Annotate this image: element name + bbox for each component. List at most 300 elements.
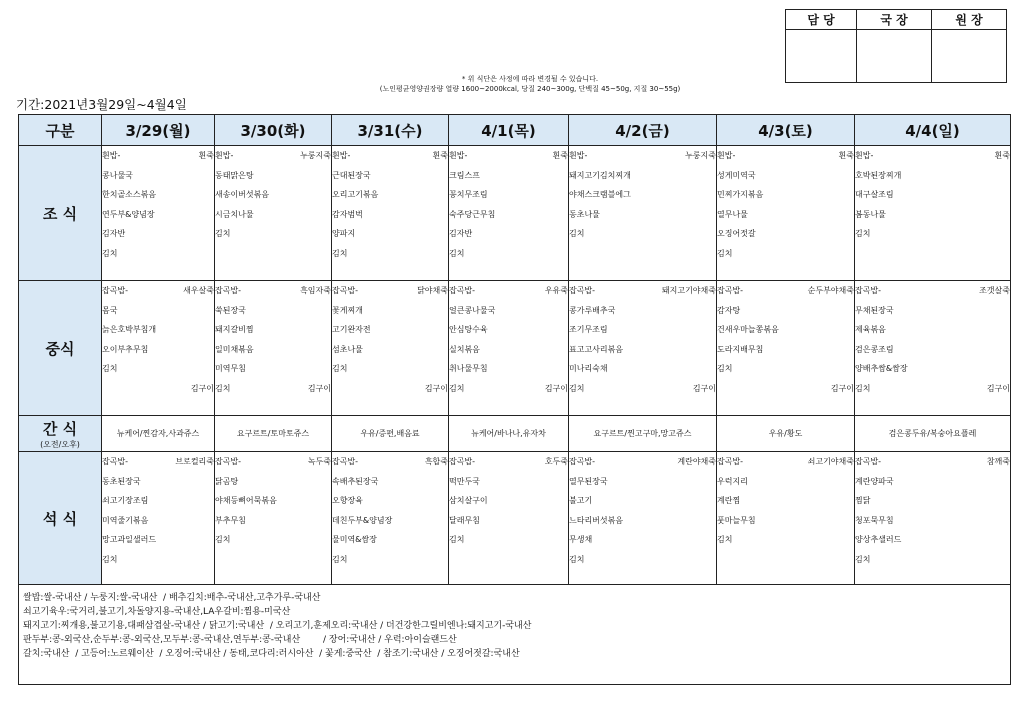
menu-item xyxy=(855,320,1010,340)
menu-item xyxy=(569,320,716,340)
dish-name: 느타리버섯볶음 xyxy=(569,515,624,525)
breakfast-cell xyxy=(717,146,855,281)
menu-item xyxy=(102,550,214,570)
menu-item xyxy=(332,530,448,550)
lunch-cell xyxy=(102,281,215,416)
dish-name: 흰밥- xyxy=(332,151,351,160)
dish-name: 부추무침 xyxy=(215,515,246,525)
day-header: 3/30(화) xyxy=(215,115,332,146)
dish-name: 김치 xyxy=(102,248,118,258)
snack-cell: 뉴케어/바나나,유자차 xyxy=(449,416,569,452)
dish-name: 김치 xyxy=(332,248,348,258)
menu-item xyxy=(449,224,568,244)
menu-item xyxy=(855,550,1010,570)
menu-item xyxy=(215,340,331,360)
menu-item xyxy=(717,359,854,379)
dish-name: 취나물무침 xyxy=(449,364,488,373)
dish-name: 건새우마늘쫑볶음 xyxy=(717,325,779,334)
dish-extra: 참깨죽 xyxy=(986,457,1010,466)
dish-name: 열무나물 xyxy=(717,209,748,219)
dish-name: 돼지고기김치찌개 xyxy=(569,170,631,180)
dinner-cell xyxy=(569,452,717,585)
dish-name: 열무된장국 xyxy=(569,476,608,486)
dish-name: 김치 xyxy=(855,554,871,564)
menu-item xyxy=(332,224,448,244)
dish-name: 호박된장찌개 xyxy=(855,170,902,180)
day-header: 4/1(목) xyxy=(449,115,569,146)
menu-item xyxy=(102,244,214,264)
dish-name: 계란찜 xyxy=(717,496,741,505)
menu-item xyxy=(215,146,331,166)
dish-name: 망고과일샐러드 xyxy=(102,535,157,544)
menu-item xyxy=(855,452,1010,472)
breakfast-cell xyxy=(215,146,332,281)
dish-name: 잡곡밥- xyxy=(855,286,882,295)
menu-item xyxy=(569,511,716,531)
dish-extra: 흰죽 xyxy=(552,151,568,160)
dish-name: 김치 xyxy=(717,248,733,258)
dish-name: 김치 xyxy=(449,535,465,544)
snack-cell: 요구르트/토마토쥬스 xyxy=(215,416,332,452)
origin-line: 쇠고기육우:국거리,불고기,차돌양지용-국내산,LA우갈비:찜용-미국산 xyxy=(23,607,291,617)
breakfast-cell xyxy=(332,146,449,281)
menu-item xyxy=(215,491,331,511)
menu-item xyxy=(102,301,214,321)
dish-extra: 흰죽 xyxy=(838,151,854,160)
dish-name: 야채등뼈어묵볶음 xyxy=(215,496,277,505)
origin-line: 판두부:콩-외국산,순두부:콩-외국산,모두부:콩-국내산,연두부:콩-국내산 / 장어:국내산 / 우럭:아이슬랜드산 xyxy=(23,635,457,645)
menu-item xyxy=(855,491,1010,511)
dish-name: 실치볶음 xyxy=(449,344,480,354)
menu-item xyxy=(332,185,448,205)
origin-line: 갈치:국내산 / 고등어:노르웨이산 / 오징어:국내산 / 동태,코다리:러시아산 / 꽃게:중국산 / 참조기:국내산 / 오징어젓갈:국내산 xyxy=(23,649,520,659)
dish-extra: 김구이 xyxy=(830,383,854,393)
dish-extra: 흰죽 xyxy=(198,151,214,160)
dish-name: 잡곡밥- xyxy=(569,457,596,466)
dish-extra: 브로컬리죽 xyxy=(175,457,214,466)
menu-item xyxy=(855,281,1010,301)
menu-item xyxy=(332,205,448,225)
dish-extra: 흑합죽 xyxy=(424,457,448,466)
dish-name: 잡곡밥- xyxy=(215,286,242,295)
dish-name: 김치 xyxy=(569,383,585,393)
origin-line: 쌀밥:쌀-국내산 / 누룽지:쌀-국내산 / 배추김치:배추-국내산,고추가루-국내산 xyxy=(23,593,321,603)
lunch-cell xyxy=(855,281,1011,416)
menu-item xyxy=(449,320,568,340)
dish-name: 꽃게찌개 xyxy=(332,305,363,315)
menu-item xyxy=(332,511,448,531)
day-header: 3/29(월) xyxy=(102,115,215,146)
menu-item xyxy=(102,530,214,550)
dish-name: 닭곰탕 xyxy=(215,476,239,486)
dish-name: 잡곡밥- xyxy=(717,286,744,295)
menu-item xyxy=(717,320,854,340)
notice xyxy=(290,74,770,94)
dish-name: 잡곡밥- xyxy=(449,457,476,466)
dish-name: 잡곡밥- xyxy=(855,457,882,466)
dish-name: 대구살조림 xyxy=(855,190,894,199)
dinner-cell xyxy=(449,452,569,585)
menu-item xyxy=(332,301,448,321)
snack-cell: 뉴케어/찐감자,사과쥬스 xyxy=(102,416,215,452)
dish-name: 미역줄기볶음 xyxy=(102,515,149,525)
dish-name: 김치 xyxy=(449,248,465,258)
dish-name: 미역무침 xyxy=(215,364,246,373)
dish-name: 양상추샐러드 xyxy=(855,535,902,544)
menu-item xyxy=(449,379,568,399)
dish-extra: 누룽지죽 xyxy=(300,151,331,160)
dish-extra: 돼지고기야채죽 xyxy=(661,286,716,295)
dish-name: 잡곡밥- xyxy=(215,457,242,466)
menu-item xyxy=(717,166,854,186)
menu-item xyxy=(102,452,214,472)
menu-item xyxy=(215,452,331,472)
menu-item xyxy=(855,472,1010,492)
dish-name: 민찌가지볶음 xyxy=(717,190,764,199)
menu-item xyxy=(102,166,214,186)
breakfast-cell xyxy=(449,146,569,281)
menu-item xyxy=(215,281,331,301)
dish-name: 불고기 xyxy=(569,496,593,505)
dish-extra: 새우살죽 xyxy=(183,286,214,295)
dish-name: 크림스프 xyxy=(449,170,480,180)
snack-label: 간 식 xyxy=(42,419,78,438)
approval-sign-cell xyxy=(932,30,1007,83)
dish-extra: 김구이 xyxy=(986,383,1010,393)
dish-name: 표고고사리볶음 xyxy=(569,344,624,354)
menu-item xyxy=(717,472,854,492)
dish-name: 성게미역국 xyxy=(717,170,756,180)
dish-name: 오향장육 xyxy=(332,496,363,505)
dish-name: 김치 xyxy=(332,554,348,564)
dish-name: 안심탕수육 xyxy=(449,325,488,334)
approval-box xyxy=(785,9,1007,83)
dish-name: 김치 xyxy=(569,554,585,564)
lunch-cell xyxy=(717,281,855,416)
dish-name: 일미채볶음 xyxy=(215,344,254,354)
dish-name: 양파지 xyxy=(332,229,356,238)
row-label-breakfast: 조 식 xyxy=(19,146,102,281)
dish-name: 흰밥- xyxy=(717,151,736,160)
menu-item xyxy=(569,379,716,399)
menu-item xyxy=(449,511,568,531)
dish-name: 잡곡밥- xyxy=(102,286,129,295)
dish-name: 몸국 xyxy=(102,305,118,315)
menu-item xyxy=(102,146,214,166)
dish-extra: 김구이 xyxy=(307,383,331,393)
dish-name: 오징어젓갈 xyxy=(717,229,756,238)
dish-name: 데친두부&양념장 xyxy=(332,515,393,525)
dish-name: 풋마늘무침 xyxy=(717,515,756,525)
dish-name: 미나리숙채 xyxy=(569,364,608,373)
dish-name: 떡만두국 xyxy=(449,476,480,486)
menu-item xyxy=(717,491,854,511)
dish-extra: 계란야채죽 xyxy=(677,457,716,466)
dish-name: 감자범벅 xyxy=(332,209,363,219)
menu-item xyxy=(215,301,331,321)
dish-extra: 닭야채죽 xyxy=(417,286,448,295)
menu-item xyxy=(569,359,716,379)
dish-name: 김치 xyxy=(332,364,348,373)
dish-name: 양배추쌈&쌈장 xyxy=(855,364,908,373)
dish-extra: 김구이 xyxy=(544,383,568,393)
dish-name: 얼큰콩나물국 xyxy=(449,305,496,315)
menu-item xyxy=(569,166,716,186)
dish-name: 섬초나물 xyxy=(332,344,363,354)
dish-name: 고기완자전 xyxy=(332,325,371,334)
row-label-snack xyxy=(19,416,102,452)
menu-item xyxy=(569,301,716,321)
menu-item xyxy=(569,146,716,166)
dish-name: 무채된장국 xyxy=(855,305,894,315)
menu-item xyxy=(569,281,716,301)
dish-name: 조기무조림 xyxy=(569,325,608,334)
menu-item xyxy=(717,205,854,225)
dish-name: 쇠고기장조림 xyxy=(102,496,149,505)
dish-name: 동태맑은탕 xyxy=(215,170,254,180)
menu-item xyxy=(449,244,568,264)
dish-name: 한치골소스볶음 xyxy=(102,190,157,199)
menu-item xyxy=(855,340,1010,360)
menu-item xyxy=(102,205,214,225)
menu-item xyxy=(332,340,448,360)
dish-name: 콩나물국 xyxy=(102,170,133,180)
menu-item xyxy=(449,491,568,511)
menu-item xyxy=(855,205,1010,225)
menu-item xyxy=(215,224,331,244)
day-header: 4/4(일) xyxy=(855,115,1011,146)
menu-item xyxy=(569,550,716,570)
lunch-cell xyxy=(215,281,332,416)
dish-name: 물미역&쌈장 xyxy=(332,535,377,544)
dish-name: 청포묵무침 xyxy=(855,515,894,525)
menu-item xyxy=(717,379,854,399)
menu-item xyxy=(215,185,331,205)
approval-sign-cell xyxy=(857,30,932,83)
menu-item xyxy=(717,452,854,472)
snack-cell: 우유/황도 xyxy=(717,416,855,452)
menu-item xyxy=(855,146,1010,166)
menu-item xyxy=(332,146,448,166)
weekly-menu-table xyxy=(18,114,1011,685)
dish-name: 김치 xyxy=(215,535,231,544)
menu-item xyxy=(102,340,214,360)
menu-item xyxy=(855,530,1010,550)
menu-item xyxy=(332,281,448,301)
approval-header: 국 장 xyxy=(857,10,932,30)
dish-name: 쑥된장국 xyxy=(215,305,246,315)
dish-name: 김치 xyxy=(717,364,733,373)
dish-name: 계란양파국 xyxy=(855,476,894,486)
dish-name: 속배추된장국 xyxy=(332,476,379,486)
menu-item xyxy=(215,379,331,399)
dish-name: 달래무침 xyxy=(449,515,480,525)
dish-name: 꽁치무조림 xyxy=(449,190,488,199)
dish-extra: 호두죽 xyxy=(544,457,568,466)
menu-item xyxy=(717,244,854,264)
approval-header: 원 장 xyxy=(932,10,1007,30)
day-header: 4/2(금) xyxy=(569,115,717,146)
dish-extra: 흰죽 xyxy=(994,151,1010,160)
menu-item xyxy=(569,491,716,511)
menu-item xyxy=(569,185,716,205)
menu-item xyxy=(569,530,716,550)
menu-item xyxy=(332,359,448,379)
dinner-cell xyxy=(215,452,332,585)
menu-item xyxy=(717,530,854,550)
header-corner: 구분 xyxy=(19,115,102,146)
dish-name: 연두부&양념장 xyxy=(102,209,155,219)
dish-name: 동초된장국 xyxy=(102,476,141,486)
dish-name: 흰밥- xyxy=(102,151,121,160)
dinner-cell xyxy=(102,452,215,585)
menu-period: 기간:2021년3월29일~4월4일 xyxy=(16,97,187,112)
dish-name: 김치 xyxy=(102,554,118,564)
dish-name: 김치 xyxy=(569,229,585,238)
menu-item xyxy=(449,452,568,472)
menu-item xyxy=(215,511,331,531)
menu-item xyxy=(215,530,331,550)
origin-line: 돼지고기:찌개용,불고기용,대패삼겹살-국내산 / 닭고기:국내산 / 오리고기,훈제오리:국내산 / 더건강한그릴비엔나:돼지고기-국내산 xyxy=(23,621,532,631)
menu-item xyxy=(717,224,854,244)
dish-name: 근대된장국 xyxy=(332,170,371,180)
menu-item xyxy=(449,281,568,301)
dish-name: 숙주당근무침 xyxy=(449,209,496,219)
dish-name: 김치 xyxy=(102,364,118,373)
menu-item xyxy=(449,205,568,225)
dish-name: 잡곡밥- xyxy=(569,286,596,295)
menu-item xyxy=(569,340,716,360)
menu-item xyxy=(449,185,568,205)
dish-name: 흰밥- xyxy=(449,151,468,160)
menu-item xyxy=(332,550,448,570)
menu-item xyxy=(102,511,214,531)
menu-item xyxy=(855,185,1010,205)
menu-item xyxy=(332,320,448,340)
dish-name: 시금치나물 xyxy=(215,209,254,219)
dish-extra: 김구이 xyxy=(424,383,448,393)
menu-item xyxy=(332,379,448,399)
snack-cell: 검은콩두유/복숭아요플레 xyxy=(855,416,1011,452)
dinner-cell xyxy=(717,452,855,585)
approval-sign-cell xyxy=(786,30,857,83)
snack-cell: 우유/증편,배음료 xyxy=(332,416,449,452)
menu-item xyxy=(102,224,214,244)
dish-name: 콩가루배추국 xyxy=(569,305,616,315)
breakfast-cell xyxy=(569,146,717,281)
dish-name: 동초나물 xyxy=(569,209,600,219)
dish-name: 흰밥- xyxy=(215,151,234,160)
dish-extra: 흑임자죽 xyxy=(300,286,331,295)
row-label-dinner: 석 식 xyxy=(19,452,102,585)
menu-item xyxy=(102,491,214,511)
dish-name: 새송이버섯볶음 xyxy=(215,190,270,199)
menu-item xyxy=(717,146,854,166)
breakfast-cell xyxy=(855,146,1011,281)
menu-item xyxy=(717,511,854,531)
menu-item xyxy=(215,359,331,379)
dish-name: 늙은호박부침개 xyxy=(102,325,157,334)
lunch-cell xyxy=(332,281,449,416)
menu-item xyxy=(717,340,854,360)
menu-item xyxy=(102,281,214,301)
menu-item xyxy=(449,359,568,379)
dish-name: 무생채 xyxy=(569,535,593,544)
menu-item xyxy=(855,359,1010,379)
menu-item xyxy=(855,511,1010,531)
dish-extra: 누룽지죽 xyxy=(685,151,716,160)
lunch-cell xyxy=(569,281,717,416)
dish-name: 제육볶음 xyxy=(855,325,886,334)
dish-name: 흰밥- xyxy=(569,151,588,160)
dish-name: 감자탕 xyxy=(717,305,741,315)
menu-item xyxy=(332,472,448,492)
snack-sublabel: (오전/오후) xyxy=(40,439,80,449)
menu-item xyxy=(717,281,854,301)
menu-item xyxy=(102,359,214,379)
notice-line: * 위 식단은 사정에 따라 변경될 수 있습니다. xyxy=(461,75,599,83)
dish-name: 김치 xyxy=(855,229,871,238)
dish-name: 김자반 xyxy=(449,229,473,238)
dish-name: 흰밥- xyxy=(855,151,874,160)
menu-item xyxy=(102,320,214,340)
menu-item xyxy=(332,166,448,186)
menu-item xyxy=(332,244,448,264)
dish-name: 오이부추무침 xyxy=(102,344,149,354)
menu-item xyxy=(569,472,716,492)
menu-item xyxy=(102,472,214,492)
dish-name: 김치 xyxy=(449,383,465,393)
dish-extra: 조갯살죽 xyxy=(979,286,1010,295)
notice-line: (노인평균영양권장량 열량 1600~2000kcal, 당질 240~300g, 단백질 45~50g, 지질 30~55g) xyxy=(379,85,681,93)
dish-extra: 녹두죽 xyxy=(307,457,331,466)
menu-item xyxy=(449,530,568,550)
dish-name: 김자반 xyxy=(102,229,126,238)
menu-item xyxy=(717,185,854,205)
dish-name: 돼지갈비찜 xyxy=(215,325,254,334)
dish-name: 검은콩조림 xyxy=(855,344,894,354)
menu-item xyxy=(855,166,1010,186)
menu-item xyxy=(449,340,568,360)
menu-item xyxy=(449,301,568,321)
menu-item xyxy=(215,472,331,492)
menu-item xyxy=(569,224,716,244)
menu-item xyxy=(449,146,568,166)
breakfast-cell xyxy=(102,146,215,281)
menu-item xyxy=(332,491,448,511)
menu-item xyxy=(449,472,568,492)
dish-name: 오리고기볶음 xyxy=(332,190,379,199)
day-header: 4/3(토) xyxy=(717,115,855,146)
menu-item xyxy=(855,301,1010,321)
approval-header: 담 당 xyxy=(786,10,857,30)
menu-item xyxy=(717,301,854,321)
dish-name: 잡곡밥- xyxy=(332,286,359,295)
dish-name: 잡곡밥- xyxy=(449,286,476,295)
menu-item xyxy=(102,379,214,399)
menu-item xyxy=(215,166,331,186)
lunch-cell xyxy=(449,281,569,416)
menu-item xyxy=(215,320,331,340)
day-header: 3/31(수) xyxy=(332,115,449,146)
dish-extra: 흰죽 xyxy=(432,151,448,160)
dinner-cell xyxy=(332,452,449,585)
dish-name: 도라지배무침 xyxy=(717,344,764,354)
menu-item xyxy=(569,205,716,225)
menu-item xyxy=(449,166,568,186)
dish-extra: 순두부야채죽 xyxy=(807,286,854,295)
dish-name: 야채스크램블에그 xyxy=(569,190,631,199)
